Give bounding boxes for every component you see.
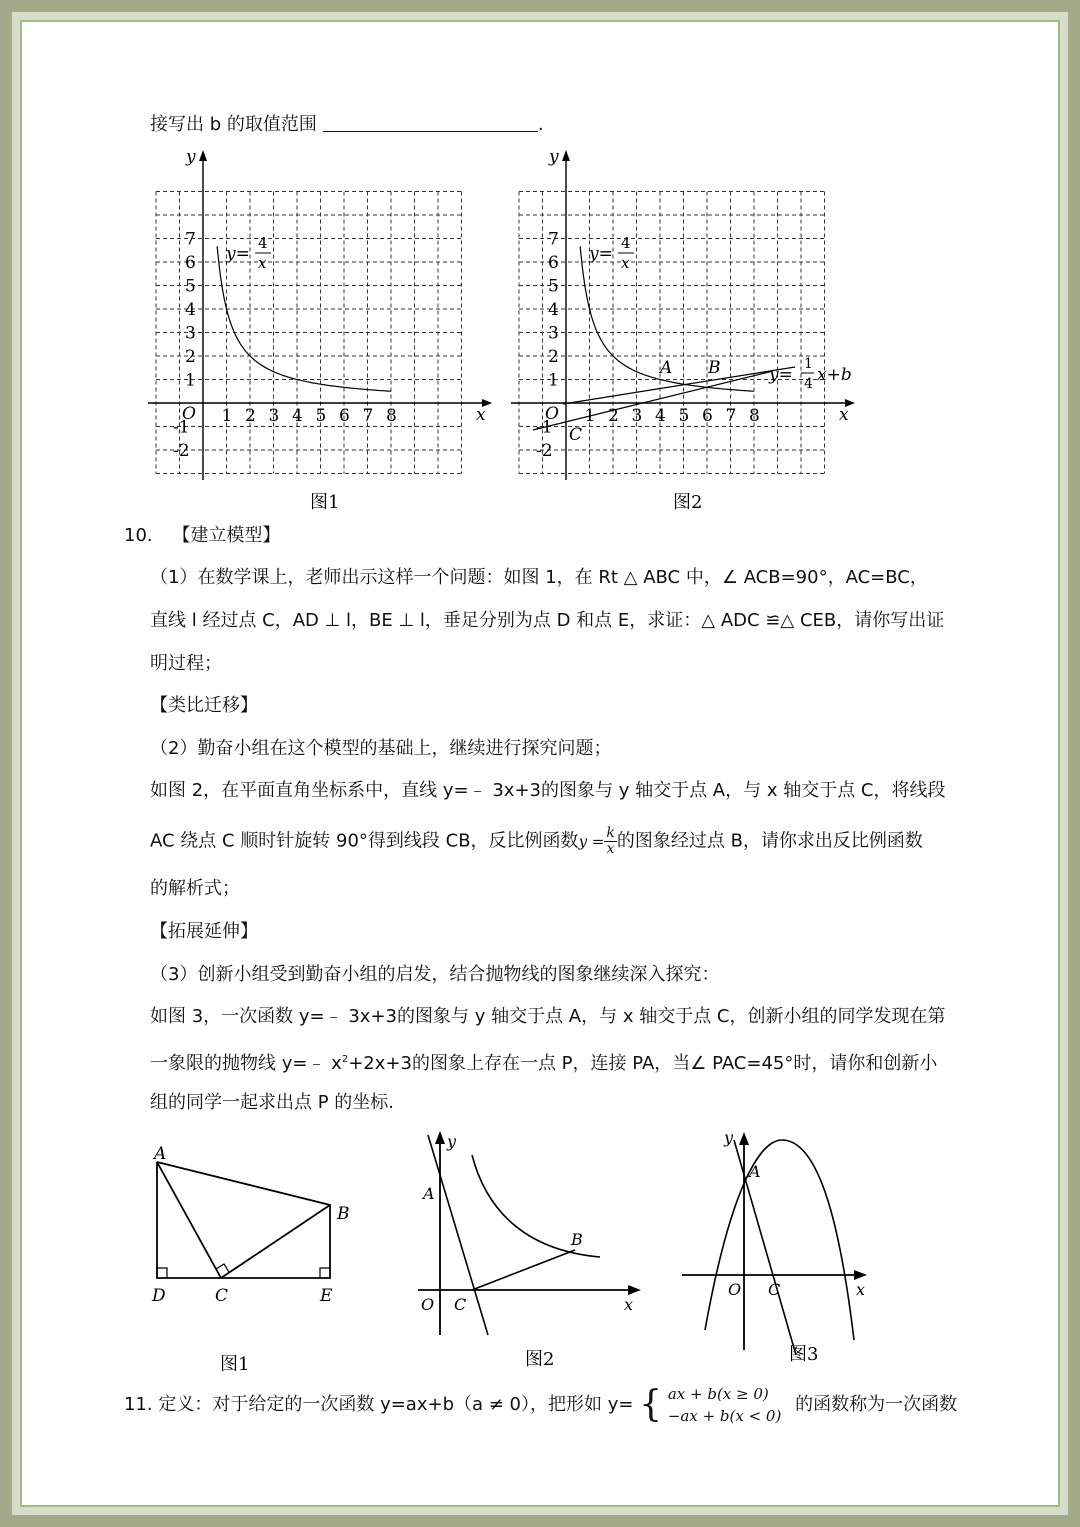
curve-label-den: x	[621, 254, 630, 272]
curve-label-y: y=	[226, 244, 250, 264]
q10-part1-line3: 明过程；	[150, 653, 222, 674]
case-1: ax + b(x ≥ 0)	[667, 1385, 769, 1403]
x-tick-label: 3	[268, 406, 280, 426]
q10-part3-line3-a: 一象限的抛物线 y=﹣ x	[150, 1053, 342, 1074]
line-y-quarter-x-b	[563, 367, 795, 404]
origin-label: O	[182, 404, 196, 424]
x-axis-label: x	[624, 1295, 634, 1314]
line-label-den: 4	[804, 376, 813, 392]
q10-part3-line2: 如图 3，一次函数 y=﹣ 3x+3的图象与 y 轴交于点 A，与 x 轴交于点 C，创新小组的同学发现在第	[150, 1006, 946, 1027]
label-e: E	[320, 1286, 333, 1306]
y-axis-label: y	[186, 147, 196, 167]
y-tick-label: 3	[548, 323, 559, 344]
y-axis-label: y	[549, 147, 559, 167]
frac-den: x	[606, 841, 615, 857]
point-a-label: A	[660, 358, 673, 378]
figure-caption: 图2	[673, 492, 703, 513]
inline-fraction	[604, 826, 616, 857]
q10-figure-3	[672, 1120, 882, 1370]
y-tick-label: -1	[173, 417, 190, 438]
x-tick-label: 5	[315, 406, 327, 426]
answer-blank	[323, 113, 538, 132]
parabola-curve	[705, 1140, 854, 1340]
y-tick-label: 4	[548, 300, 559, 320]
q9-tail-end: .	[537, 114, 544, 135]
y-tick-label: 2	[548, 347, 559, 367]
exponent: 2	[341, 1054, 349, 1065]
x-tick-label: 5	[678, 406, 690, 426]
x-tick-label: 8	[386, 406, 397, 426]
y-axis-arrow	[739, 1132, 749, 1145]
y-tick-label: 2	[185, 347, 196, 367]
point-b-label: B	[708, 358, 721, 378]
x-tick-label: 6	[702, 406, 713, 426]
label-c: C	[768, 1280, 781, 1299]
frac-num: k	[606, 825, 615, 841]
frac-prefix: y =	[578, 832, 605, 851]
piecewise-cases	[668, 1383, 782, 1427]
q10-part2-line3-a: AC 绕点 C 顺时针旋转 90°得到线段 CB，反比例函数	[150, 830, 579, 852]
question-number: 10.	[124, 525, 153, 546]
line-label-num: 1	[804, 356, 813, 372]
x-axis-arrow	[854, 1270, 867, 1280]
origin-label: O	[545, 404, 559, 424]
line-label-suffix: x+b	[817, 365, 852, 385]
curve-label-num: 4	[258, 234, 268, 252]
x-axis-label: x	[856, 1280, 866, 1299]
y-tick-label: 7	[185, 229, 196, 250]
y-tick-label: 5	[548, 276, 559, 297]
q10-part1-line2: 直线 l 经过点 C，AD ⊥ l，BE ⊥ l，垂足分别为点 D 和点 E，求证：△ ADC ≌△ CEB，请你写出证	[150, 610, 945, 631]
x-tick-label: 6	[339, 406, 350, 426]
q10-part2-line4: 的解析式；	[150, 878, 240, 899]
q11-line	[124, 1383, 957, 1433]
section-heading: 【类比迁移】	[150, 695, 258, 716]
y-tick-label: 6	[185, 253, 196, 273]
x-axis-arrow	[628, 1285, 641, 1295]
x-tick-label: 2	[245, 406, 256, 426]
q10-part2-line3-b: 的图象经过点 B，请你求出反比例函数	[616, 830, 923, 852]
label-a: A	[749, 1162, 761, 1181]
q10-part1-line1: （1）在数学课上，老师出示这样一个问题：如图 1，在 Rt △ ABC 中，∠ ACB=90°，AC=BC，	[150, 567, 928, 588]
label-c: C	[454, 1295, 467, 1314]
right-angle-mark-e	[320, 1268, 330, 1278]
grid	[519, 192, 825, 474]
x-tick-label: 8	[749, 406, 760, 426]
segment-ac	[157, 1162, 221, 1278]
curve-label-den: x	[258, 254, 267, 272]
q10-figure-1	[140, 1135, 380, 1380]
y-tick-label: 7	[548, 229, 559, 250]
x-tick-label: 3	[631, 406, 643, 426]
figure-caption: 图1	[220, 1354, 250, 1375]
y-tick-label: 6	[548, 253, 559, 273]
figure-caption: 图2	[525, 1349, 555, 1370]
q10-part3-line1: （3）创新小组受到勤奋小组的启发，结合抛物线的图象继续深入探究：	[150, 964, 720, 985]
y-tick-label: 1	[185, 370, 196, 391]
q10-part2-line2: 如图 2，在平面直角坐标系中，直线 y=﹣ 3x+3的图象与 y 轴交于点 A，与 x 轴交于点 C，将线段	[150, 780, 946, 801]
x-axis-label: x	[476, 405, 486, 425]
y-axis-label: y	[724, 1128, 734, 1147]
case-2: −ax + b(x < 0)	[667, 1407, 782, 1425]
line-label-prefix: y=	[769, 365, 793, 385]
x-axis-label: x	[839, 405, 849, 425]
label-o: O	[421, 1295, 435, 1314]
q10-part2-line1: （2）勤奋小组在这个模型的基础上，继续进行探究问题；	[150, 738, 612, 759]
q9-figure-1	[140, 140, 500, 520]
q10-part3-line3	[150, 1047, 937, 1077]
brace: {	[639, 1384, 663, 1425]
segment-cb	[472, 1250, 575, 1290]
y-axis-arrow	[199, 150, 207, 161]
label-d: D	[152, 1286, 166, 1306]
q10-part3-line3-b: +2x+3的图象上存在一点 P，连接 PA，当∠ PAC=45°时，请你和创新小	[348, 1053, 938, 1074]
y-tick-label: 3	[185, 323, 196, 344]
y-tick-label: 4	[185, 300, 196, 320]
q11-text-a: 11. 定义：对于给定的一次函数 y=ax+b（a ≠ 0），把形如 y=	[124, 1394, 634, 1415]
label-a: A	[423, 1184, 435, 1203]
x-tick-label: 7	[725, 406, 737, 426]
q9-tail-line	[150, 112, 544, 138]
q11-text-b: 的函数称为一次函数	[795, 1394, 958, 1415]
x-tick-label: 4	[655, 406, 666, 426]
point-c-label: C	[569, 425, 583, 445]
y-tick-label: -2	[173, 441, 190, 461]
y-tick-label: 5	[185, 276, 196, 297]
label-c: C	[215, 1286, 229, 1306]
y-tick-label: -2	[536, 441, 553, 461]
x-tick-label: 1	[221, 406, 233, 426]
curve-label-y: y=	[589, 244, 613, 264]
label-b: B	[571, 1230, 583, 1249]
segment-cb	[221, 1205, 330, 1278]
y-axis-arrow	[435, 1131, 445, 1144]
x-tick-label: 2	[608, 406, 619, 426]
y-axis-arrow	[562, 150, 570, 161]
section-heading: 【建立模型】	[172, 525, 281, 546]
label-b: B	[337, 1204, 350, 1224]
label-o: O	[728, 1280, 742, 1299]
label-a: A	[154, 1144, 167, 1164]
q9-figure-2	[503, 140, 880, 520]
section-heading: 【拓展延伸】	[150, 921, 258, 942]
y-axis-label: y	[447, 1132, 457, 1151]
q10-figure-2	[410, 1125, 650, 1375]
curve-label-num: 4	[621, 234, 631, 252]
hyperbola-curve	[217, 246, 391, 391]
right-angle-mark-d	[157, 1268, 167, 1278]
q10-part2-line3	[150, 826, 923, 857]
figure-caption: 图3	[789, 1344, 819, 1365]
grid	[156, 192, 462, 474]
q10-part3-line4: 组的同学一起求出点 P 的坐标.	[150, 1092, 395, 1113]
x-tick-label: 1	[584, 406, 596, 426]
q10-heading-line	[124, 523, 280, 549]
x-tick-label: 4	[292, 406, 303, 426]
x-tick-label: 7	[362, 406, 374, 426]
y-tick-label: -1	[536, 417, 553, 438]
outer-shape	[157, 1162, 330, 1278]
q9-tail-text: 接写出 b 的取值范围	[150, 114, 317, 135]
y-tick-label: 1	[548, 370, 559, 391]
figure-caption: 图1	[310, 492, 340, 513]
